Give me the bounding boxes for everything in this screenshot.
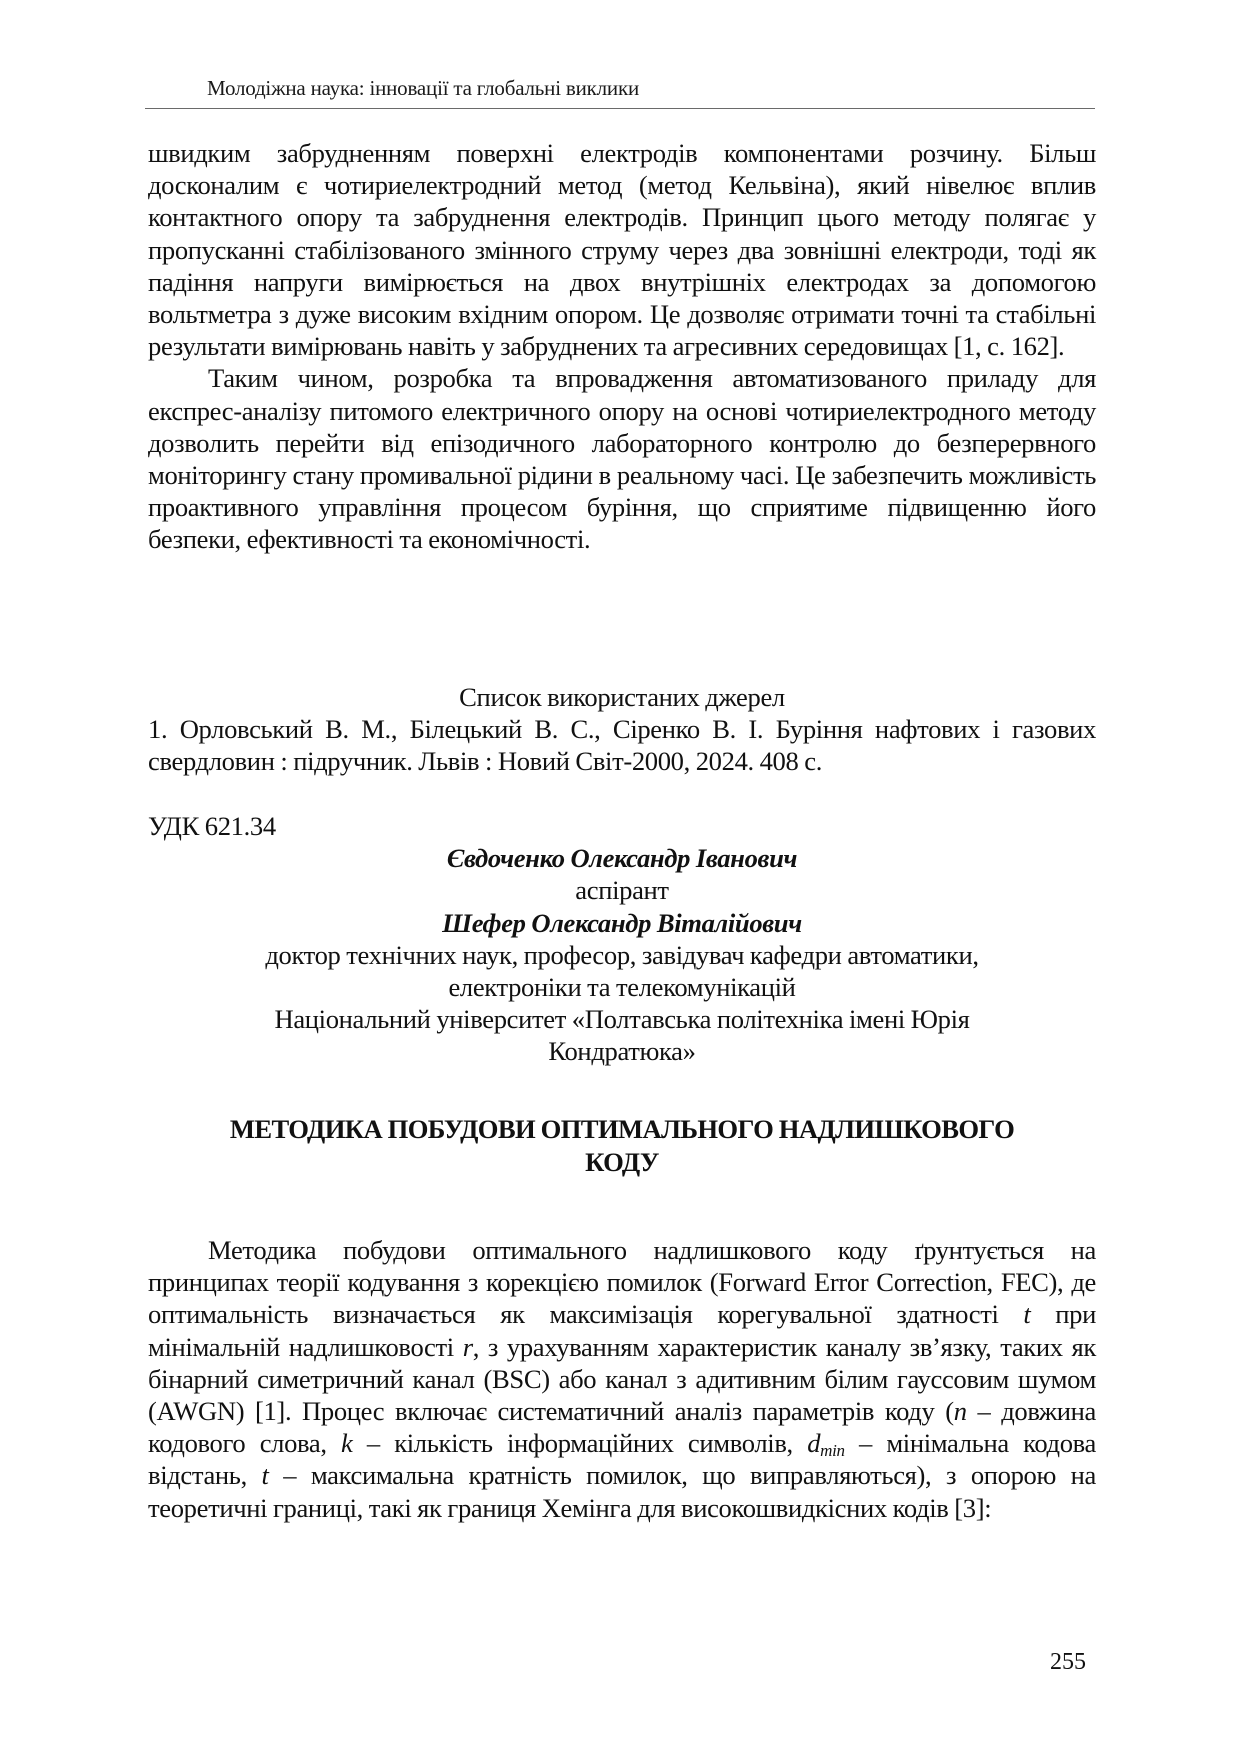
text-run: – мінімальна кодова відстань, bbox=[148, 1428, 1096, 1491]
article-header bbox=[148, 810, 1096, 1068]
previous-article-continuation bbox=[148, 137, 1096, 556]
variable-t: t bbox=[1023, 1299, 1031, 1330]
author-position: аспірант bbox=[575, 875, 669, 906]
text-run: – довжина кодового слова, bbox=[148, 1396, 1096, 1459]
variable-r: r bbox=[462, 1331, 473, 1362]
references-section bbox=[148, 681, 1096, 778]
running-header-title: Молодіжна наука: інновації та глобальні виклики bbox=[207, 76, 640, 100]
article-body bbox=[148, 1234, 1096, 1524]
text-run: – максимальна кратність помилок, що виправляються), з опорою на теоретичні границі, такі як границя Хемінга для високошвидкісних кодів [3]: bbox=[148, 1460, 1096, 1523]
article-title-line: МЕТОДИКА ПОБУДОВИ ОПТИМАЛЬНОГО НАДЛИШКОВОГО bbox=[229, 1114, 1015, 1144]
text-run: Методика побудови оптимального надлишкового коду ґрунтується на принципах теорії кодування з корекцією помилок (Forward Error Correction, FEC), де оптимальність визначається як максимізація корегувальної здатності bbox=[148, 1235, 1096, 1330]
intro-paragraph bbox=[148, 1234, 1096, 1524]
text-run: – кількість інформаційних символів, bbox=[352, 1428, 808, 1459]
author-name: Євдоченко Олександр Іванович bbox=[446, 843, 798, 874]
article-title-line: КОДУ bbox=[585, 1147, 659, 1177]
author-position: доктор технічних наук, професор, завідувач кафедри автоматики, bbox=[265, 939, 979, 970]
paragraph-conclusion: Таким чином, розробка та впровадження автоматизованого приладу для експрес-аналізу питомого електричного опору на основі чотириелектродного методу дозволить перейти від епізодичного лабораторного контролю до безперервного моніторингу стану промивальної рідини в реальному часі. Це забезпечить можливість проактивного управління процесом буріння, що сприятиме підвищенню його безпеки, ефективності та економічності. bbox=[148, 363, 1096, 555]
variable-d-subscript: min bbox=[820, 1441, 845, 1461]
affiliation: Національний університет «Полтавська політехніка імені Юрія bbox=[274, 1004, 970, 1035]
text-run: , з урахуванням характеристик каналу зв’язку, таких як бінарний симетричний канал (BSC) або канал з адитивним білим гауссовим шумом (AWGN) [1]. Процес включає систематичний аналіз параметрів коду ( bbox=[148, 1331, 1096, 1427]
reference-item: 1. Орловський В. М., Білецький В. С., Сіренко В. І. Буріння нафтових і газових свердловин : підручник. Львів : Новий Світ-2000, 2024. 408 с. bbox=[148, 714, 1096, 777]
udc-code: УДК 621.34 bbox=[148, 811, 276, 841]
affiliation: Кондратюка» bbox=[548, 1036, 696, 1067]
variable-k: k bbox=[341, 1428, 353, 1459]
variable-n: n bbox=[953, 1396, 967, 1427]
article-title bbox=[148, 1113, 1096, 1179]
paragraph-continuation: швидким забрудненням поверхні електродів компонентами розчину. Більш досконалим є чотириелектродний метод (метод Кельвіна), який нівелює вплив контактного опору та забруднення електродів. Принцип цього методу полягає у пропусканні стабілізованого змінного струму через два зовнішні електроди, тоді як падіння напруги вимірюється на двох внутрішніх електродах за допомогою вольтметра з дуже високим вхідним опором. Це дозволяє отримати точні та стабільні результати вимірювань навіть у забруднених та агресивних середовищах [1, с. 162]. bbox=[148, 138, 1096, 362]
author-name: Шефер Олександр Віталійович bbox=[442, 907, 802, 938]
variable-t: t bbox=[261, 1460, 269, 1491]
running-header bbox=[145, 74, 1095, 109]
author-position: електроніки та телекомунікацій bbox=[448, 972, 796, 1003]
page-number: 255 bbox=[1050, 1649, 1086, 1675]
references-heading: Список використаних джерел bbox=[459, 682, 785, 712]
variable-d: d bbox=[807, 1428, 821, 1459]
text-run: при мінімальній надлишковості bbox=[148, 1299, 1096, 1362]
